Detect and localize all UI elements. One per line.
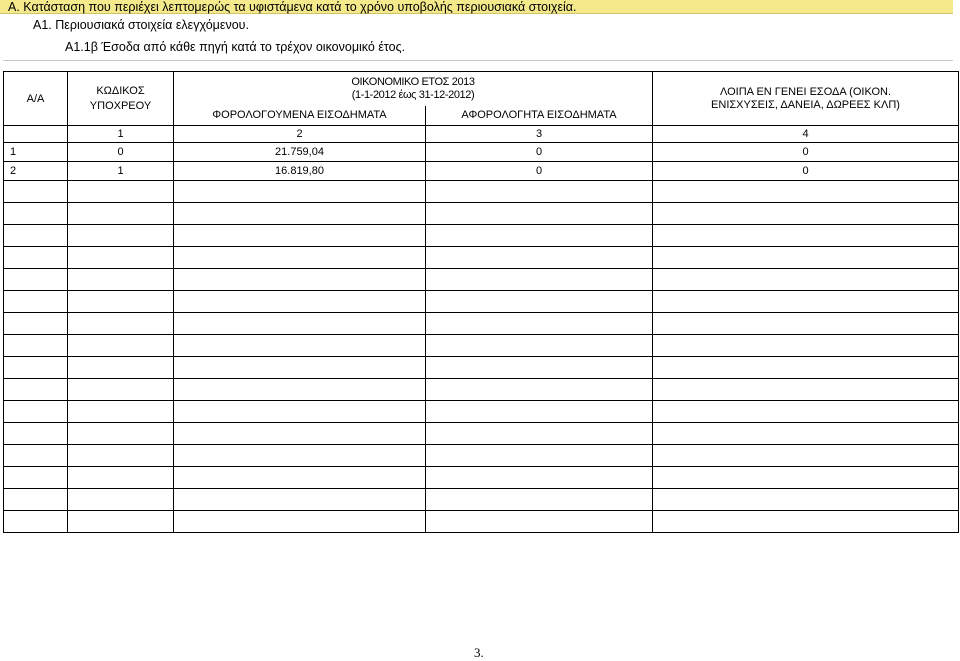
numbering-2: 2 bbox=[174, 126, 426, 143]
empty-cell bbox=[68, 401, 174, 423]
empty-cell bbox=[4, 445, 68, 467]
empty-cell bbox=[68, 335, 174, 357]
income-table bbox=[3, 71, 959, 533]
empty-cell bbox=[426, 335, 653, 357]
empty-cell bbox=[68, 203, 174, 225]
empty-cell bbox=[68, 489, 174, 511]
empty-cell bbox=[426, 511, 653, 533]
empty-cell bbox=[653, 511, 959, 533]
empty-cell bbox=[174, 489, 426, 511]
divider bbox=[3, 60, 953, 61]
empty-table-row bbox=[4, 445, 959, 467]
row-other: 0 bbox=[653, 162, 959, 181]
empty-cell bbox=[174, 511, 426, 533]
empty-cell bbox=[174, 445, 426, 467]
empty-cell bbox=[426, 225, 653, 247]
header-nontaxable: ΑΦΟΡΟΛΟΓΗΤΑ ΕΙΣΟΔΗΜΑΤΑ bbox=[426, 106, 653, 126]
header-aa: Α/Α bbox=[4, 72, 68, 126]
row-code: 1 bbox=[68, 162, 174, 181]
fiscal-year-range: (1-1-2012 έως 31-12-2012) bbox=[351, 88, 475, 101]
row-other: 0 bbox=[653, 143, 959, 162]
empty-table-row bbox=[4, 467, 959, 489]
empty-cell bbox=[4, 225, 68, 247]
empty-cell bbox=[426, 445, 653, 467]
row-taxable: 21.759,04 bbox=[174, 143, 426, 162]
table-row bbox=[4, 143, 959, 162]
empty-cell bbox=[653, 225, 959, 247]
empty-table-row bbox=[4, 489, 959, 511]
empty-cell bbox=[174, 335, 426, 357]
empty-cell bbox=[653, 269, 959, 291]
income-table-wrapper bbox=[3, 71, 959, 533]
row-code: 0 bbox=[68, 143, 174, 162]
page-number: 3. bbox=[474, 645, 484, 660]
empty-table-row bbox=[4, 313, 959, 335]
empty-table-row bbox=[4, 225, 959, 247]
empty-cell bbox=[653, 313, 959, 335]
empty-cell bbox=[4, 269, 68, 291]
empty-cell bbox=[426, 313, 653, 335]
empty-table-row bbox=[4, 423, 959, 445]
numbering-blank bbox=[4, 126, 68, 143]
numbering-1: 1 bbox=[68, 126, 174, 143]
empty-cell bbox=[174, 467, 426, 489]
empty-cell bbox=[426, 291, 653, 313]
header-other-line1: ΛΟΙΠΑ ΕΝ ΓΕΝΕΙ ΕΣΟΔΑ (ΟΙΚΟΝ. bbox=[719, 85, 891, 98]
empty-cell bbox=[426, 247, 653, 269]
header-other-income bbox=[653, 72, 959, 126]
empty-cell bbox=[4, 401, 68, 423]
empty-cell bbox=[68, 357, 174, 379]
empty-cell bbox=[4, 467, 68, 489]
empty-cell bbox=[174, 203, 426, 225]
empty-cell bbox=[4, 313, 68, 335]
empty-cell bbox=[426, 467, 653, 489]
empty-cell bbox=[68, 313, 174, 335]
empty-cell bbox=[174, 379, 426, 401]
empty-cell bbox=[653, 445, 959, 467]
fiscal-year-title: ΟΙΚΟΝΟΜΙΚΟ ΕΤΟΣ 2013 bbox=[351, 75, 475, 88]
empty-cell bbox=[426, 357, 653, 379]
empty-cell bbox=[4, 291, 68, 313]
row-nontaxable: 0 bbox=[426, 162, 653, 181]
empty-cell bbox=[68, 467, 174, 489]
empty-table-row bbox=[4, 357, 959, 379]
subsection-title: Α1. Περιουσιακά στοιχεία ελεγχόμενου. bbox=[33, 18, 249, 32]
empty-cell bbox=[653, 401, 959, 423]
empty-cell bbox=[68, 445, 174, 467]
empty-cell bbox=[653, 467, 959, 489]
empty-cell bbox=[4, 335, 68, 357]
empty-table-row bbox=[4, 203, 959, 225]
empty-cell bbox=[4, 489, 68, 511]
empty-cell bbox=[653, 291, 959, 313]
empty-cell bbox=[68, 291, 174, 313]
empty-cell bbox=[174, 247, 426, 269]
empty-cell bbox=[4, 181, 68, 203]
numbering-3: 3 bbox=[426, 126, 653, 143]
header-code-line2: ΥΠΟΧΡΕΟΥ bbox=[89, 99, 152, 112]
empty-rows bbox=[4, 181, 959, 533]
empty-cell bbox=[174, 357, 426, 379]
empty-table-row bbox=[4, 247, 959, 269]
empty-table-row bbox=[4, 335, 959, 357]
empty-cell bbox=[653, 423, 959, 445]
empty-cell bbox=[653, 335, 959, 357]
empty-cell bbox=[174, 291, 426, 313]
empty-cell bbox=[4, 357, 68, 379]
empty-cell bbox=[174, 269, 426, 291]
empty-cell bbox=[174, 313, 426, 335]
empty-table-row bbox=[4, 291, 959, 313]
header-code bbox=[68, 72, 174, 126]
header-taxable: ΦΟΡΟΛΟΓΟΥΜΕΝΑ ΕΙΣΟΔΗΜΑΤΑ bbox=[174, 106, 426, 126]
empty-table-row bbox=[4, 511, 959, 533]
empty-cell bbox=[4, 247, 68, 269]
empty-cell bbox=[426, 423, 653, 445]
row-nontaxable: 0 bbox=[426, 143, 653, 162]
empty-cell bbox=[68, 511, 174, 533]
empty-cell bbox=[653, 247, 959, 269]
empty-cell bbox=[653, 357, 959, 379]
empty-cell bbox=[426, 181, 653, 203]
row-aa: 1 bbox=[4, 143, 68, 162]
empty-cell bbox=[4, 423, 68, 445]
section-title: Α. Κατάσταση που περιέχει λεπτομερώς τα υφιστάμενα κατά το χρόνο υποβολής περιουσιακά στοιχεία. bbox=[8, 0, 577, 14]
empty-cell bbox=[68, 423, 174, 445]
empty-table-row bbox=[4, 181, 959, 203]
empty-cell bbox=[68, 379, 174, 401]
table-row bbox=[4, 162, 959, 181]
empty-cell bbox=[426, 379, 653, 401]
empty-cell bbox=[68, 269, 174, 291]
header-other-line2: ΕΝΙΣΧΥΣΕΙΣ, ΔΑΝΕΙΑ, ΔΩΡΕΕΣ ΚΛΠ) bbox=[711, 98, 900, 111]
empty-cell bbox=[426, 489, 653, 511]
empty-cell bbox=[4, 203, 68, 225]
empty-cell bbox=[68, 247, 174, 269]
empty-table-row bbox=[4, 401, 959, 423]
empty-cell bbox=[4, 511, 68, 533]
empty-cell bbox=[653, 203, 959, 225]
empty-cell bbox=[174, 181, 426, 203]
empty-cell bbox=[174, 225, 426, 247]
empty-cell bbox=[426, 401, 653, 423]
empty-cell bbox=[174, 423, 426, 445]
empty-cell bbox=[4, 379, 68, 401]
empty-table-row bbox=[4, 379, 959, 401]
header-code-line1: ΚΩΔΙΚΟΣ bbox=[96, 84, 145, 97]
empty-cell bbox=[68, 181, 174, 203]
empty-cell bbox=[653, 181, 959, 203]
empty-cell bbox=[68, 225, 174, 247]
empty-cell bbox=[426, 269, 653, 291]
empty-cell bbox=[653, 379, 959, 401]
fiscal-year-header bbox=[174, 72, 653, 106]
empty-table-row bbox=[4, 269, 959, 291]
subsubsection-title: Α1.1β Έσοδα από κάθε πηγή κατά το τρέχον οικονομικό έτος. bbox=[65, 40, 406, 54]
empty-cell bbox=[653, 489, 959, 511]
numbering-4: 4 bbox=[653, 126, 959, 143]
empty-cell bbox=[426, 203, 653, 225]
empty-cell bbox=[174, 401, 426, 423]
row-aa: 2 bbox=[4, 162, 68, 181]
row-taxable: 16.819,80 bbox=[174, 162, 426, 181]
